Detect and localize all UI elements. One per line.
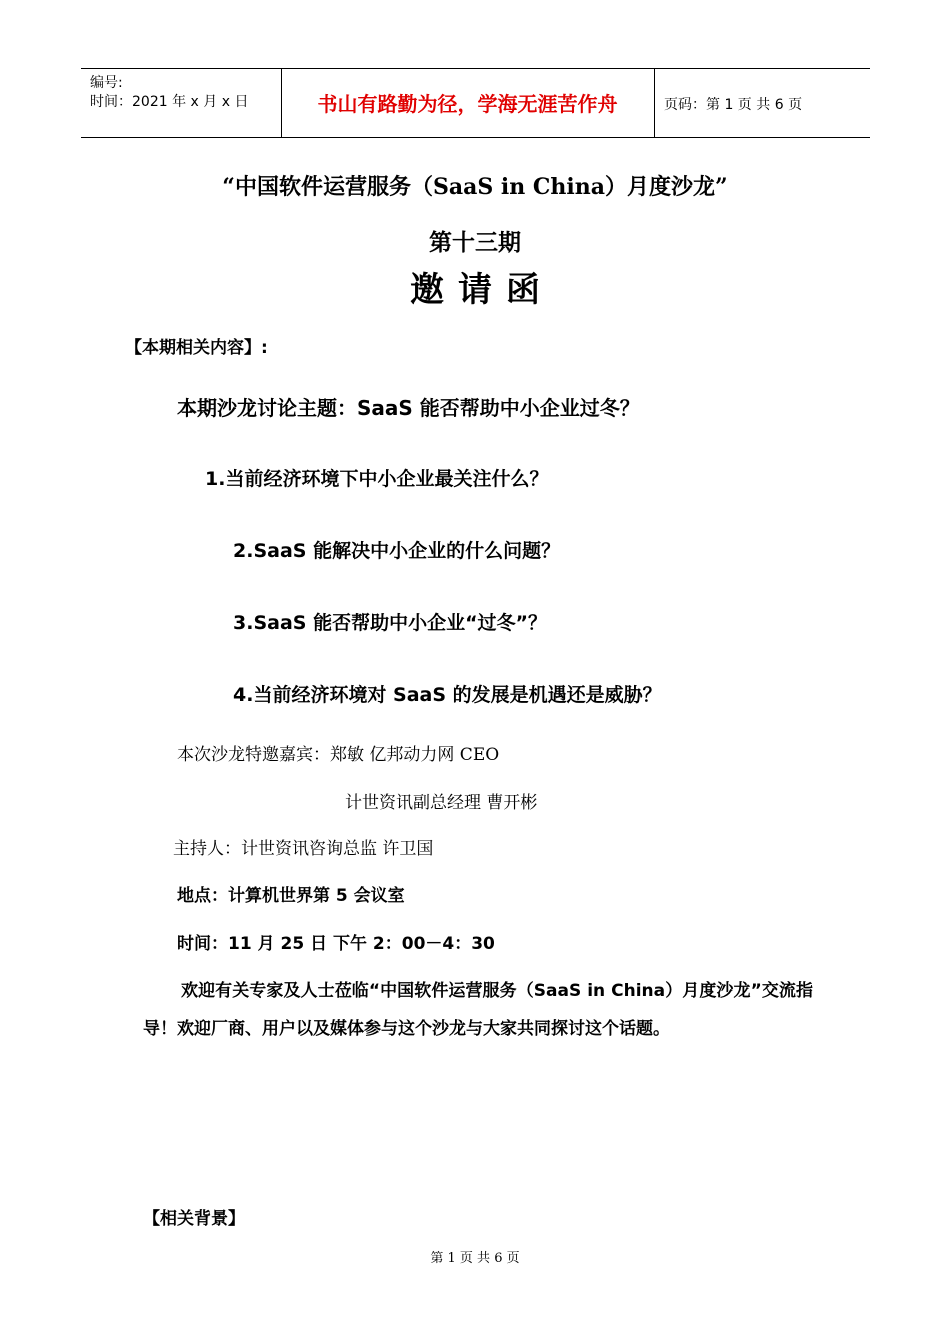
document-number-label: 编号: <box>90 75 123 91</box>
location-line: 地点：计算机世界第 5 会议室 <box>177 886 405 906</box>
invitation-heading: 邀请函 <box>410 270 554 310</box>
document-title: “中国软件运营服务（SaaS in China）月度沙龙” <box>222 174 728 200</box>
host-line: 主持人：计世资讯咨询总监 许卫国 <box>173 839 434 859</box>
header-page-number: 页码：第 1 页 共 6 页 <box>664 97 803 113</box>
page-footer: 第 1 页 共 6 页 <box>430 1251 520 1266</box>
document-time-label: 时间：2021 年 x 月 x 日 <box>90 94 249 110</box>
question-item: 2.SaaS 能解决中小企业的什么问题？ <box>233 540 561 562</box>
question-item: 1.当前经济环境下中小企业最关注什么？ <box>205 468 549 490</box>
question-item: 4.当前经济环境对 SaaS 的发展是机遇还是威胁？ <box>233 684 662 706</box>
header-meta-cell <box>81 69 282 137</box>
section-content-label: 【本期相关内容】: <box>125 338 268 358</box>
question-item: 3.SaaS 能否帮助中小企业“过冬”？ <box>233 612 548 634</box>
discussion-topic: 本期沙龙讨论主题：SaaS 能否帮助中小企业过冬？ <box>177 396 640 420</box>
issue-number: 第十三期 <box>429 229 521 256</box>
guests-line: 本次沙龙特邀嘉宾：郑敏 亿邦动力网 CEO <box>177 745 500 765</box>
guests-line: 计世资讯副总经理 曹开彬 <box>345 793 538 813</box>
section-background-label: 【相关背景】 <box>143 1209 245 1229</box>
header-motto: 书山有路勤为径，学海无涯苦作舟 <box>281 69 655 137</box>
document-header <box>81 68 870 138</box>
welcome-paragraph: 欢迎有关专家及人士莅临“中国软件运营服务（SaaS in China）月度沙龙”交流指导！欢迎厂商、用户以及媒体参与这个沙龙与大家共同探讨这个话题。 <box>143 981 813 1039</box>
time-line: 时间：11 月 25 日 下午 2：00－4：30 <box>177 934 495 954</box>
